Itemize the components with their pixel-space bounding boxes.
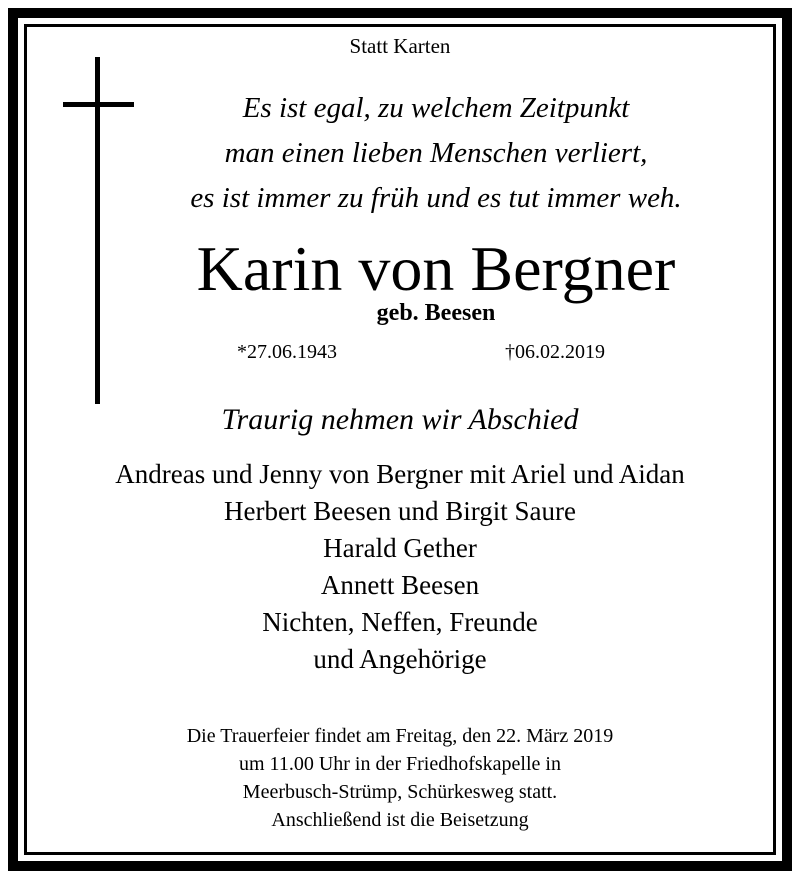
- ceremony-line: Anschließend ist die Beisetzung: [271, 809, 529, 831]
- quote-line: man einen lieben Menschen verliert,: [224, 137, 648, 169]
- ceremony-line: um 11.00 Uhr in der Friedhofskapelle in: [239, 753, 561, 775]
- death-date: †06.02.2019: [505, 341, 605, 363]
- mourner-line: und Angehörige: [313, 644, 487, 674]
- birth-date: *27.06.1943: [237, 341, 337, 363]
- header-text: Statt Karten: [349, 34, 451, 58]
- mourner-line: Andreas und Jenny von Bergner mit Ariel und Aidan: [115, 459, 685, 489]
- mourner-line: Herbert Beesen und Birgit Saure: [224, 496, 576, 526]
- mourner-line: Annett Beesen: [320, 570, 480, 600]
- quote: [36, 86, 800, 221]
- farewell-heading: Traurig nehmen wir Abschied: [221, 403, 579, 436]
- mourners-list: [0, 456, 800, 678]
- mourner-line: Nichten, Neffen, Freunde: [262, 607, 538, 637]
- quote-line: Es ist egal, zu welchem Zeitpunkt: [242, 92, 630, 124]
- deceased-name: Karin von Bergner: [196, 233, 676, 304]
- ceremony-info: [0, 722, 800, 834]
- maiden-name: geb. Beesen: [376, 300, 496, 326]
- quote-line: es ist immer zu früh und es tut immer weh.: [190, 182, 682, 214]
- ceremony-line: Die Trauerfeier findet am Freitag, den 22. März 2019: [186, 725, 614, 747]
- ceremony-line: Meerbusch-Strümp, Schürkesweg statt.: [242, 781, 558, 803]
- mourner-line: Harald Gether: [323, 533, 477, 563]
